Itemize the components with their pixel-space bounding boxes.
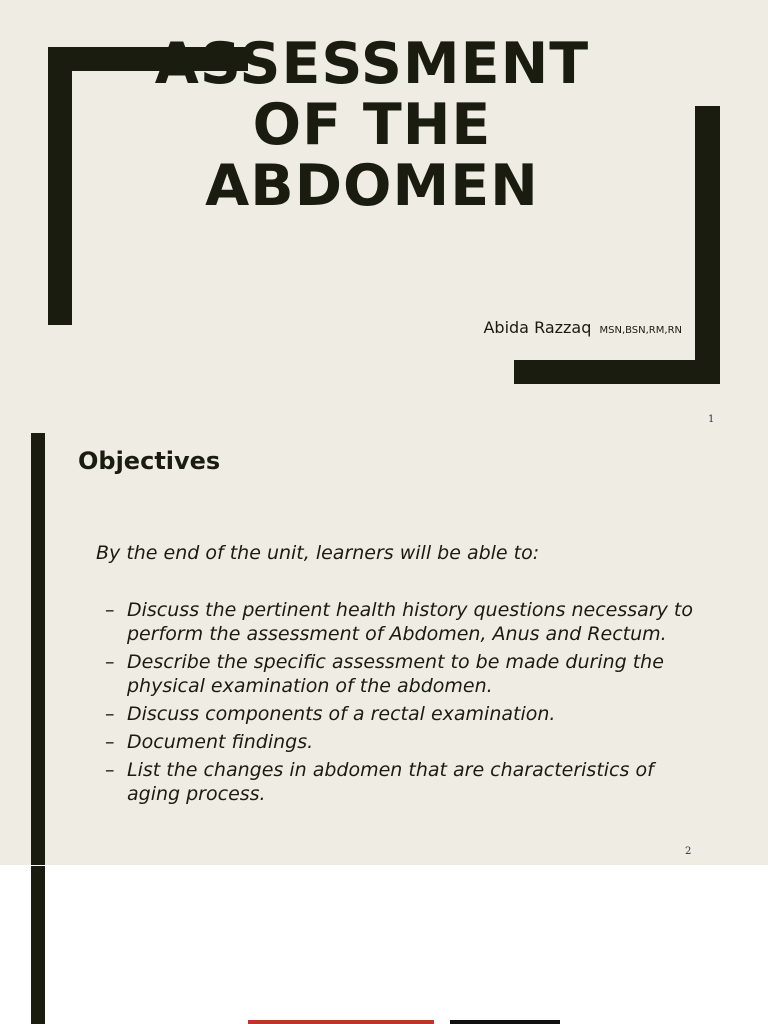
list-item-text: List the changes in abdomen that are characteristics of aging process. [127,759,654,805]
bullet-dash: – [105,651,115,673]
list-item [105,702,695,726]
left-accent-bar [31,866,45,1024]
list-item-text: Document findings. [127,731,314,753]
author-credentials: MSN,BSN,RM,RN [599,325,682,336]
list-item [105,598,695,646]
list-item-text: Discuss the pertinent health history questions necessary to perform the assessment of Abdomen, Anus and Rectum. [127,599,693,645]
page-number: 1 [708,414,715,425]
logo-fragment-black [450,1020,560,1024]
bullet-dash: – [105,759,115,781]
left-accent-bar [31,433,45,865]
author-name: Abida Razzaq [483,318,592,337]
title-slide [0,0,768,433]
title-line: ASSESSMENT [154,31,590,97]
title-line: ABDOMEN [205,153,539,219]
list-item [105,758,695,806]
objectives-intro: By the end of the unit, learners will be able to: [96,542,540,564]
list-item [105,730,695,754]
frame-bar-bottom-right-horizontal [514,360,720,384]
author-line [483,318,682,337]
video-slide [0,866,768,1024]
objectives-slide [0,433,768,865]
list-item [105,650,695,698]
bullet-dash: – [105,731,115,753]
list-item-text: Describe the specific assessment to be made during the physical examination of the abdomen. [127,651,664,697]
title-line: OF THE [252,92,492,158]
bullet-dash: – [105,703,115,725]
slide-heading: Objectives [78,447,221,475]
logo-fragment-red [248,1020,434,1024]
list-item-text: Discuss components of a rectal examination. [127,703,556,725]
slide-title [0,31,744,219]
bullet-dash: – [105,599,115,621]
objectives-list [105,598,695,810]
page-number: 2 [685,846,692,857]
